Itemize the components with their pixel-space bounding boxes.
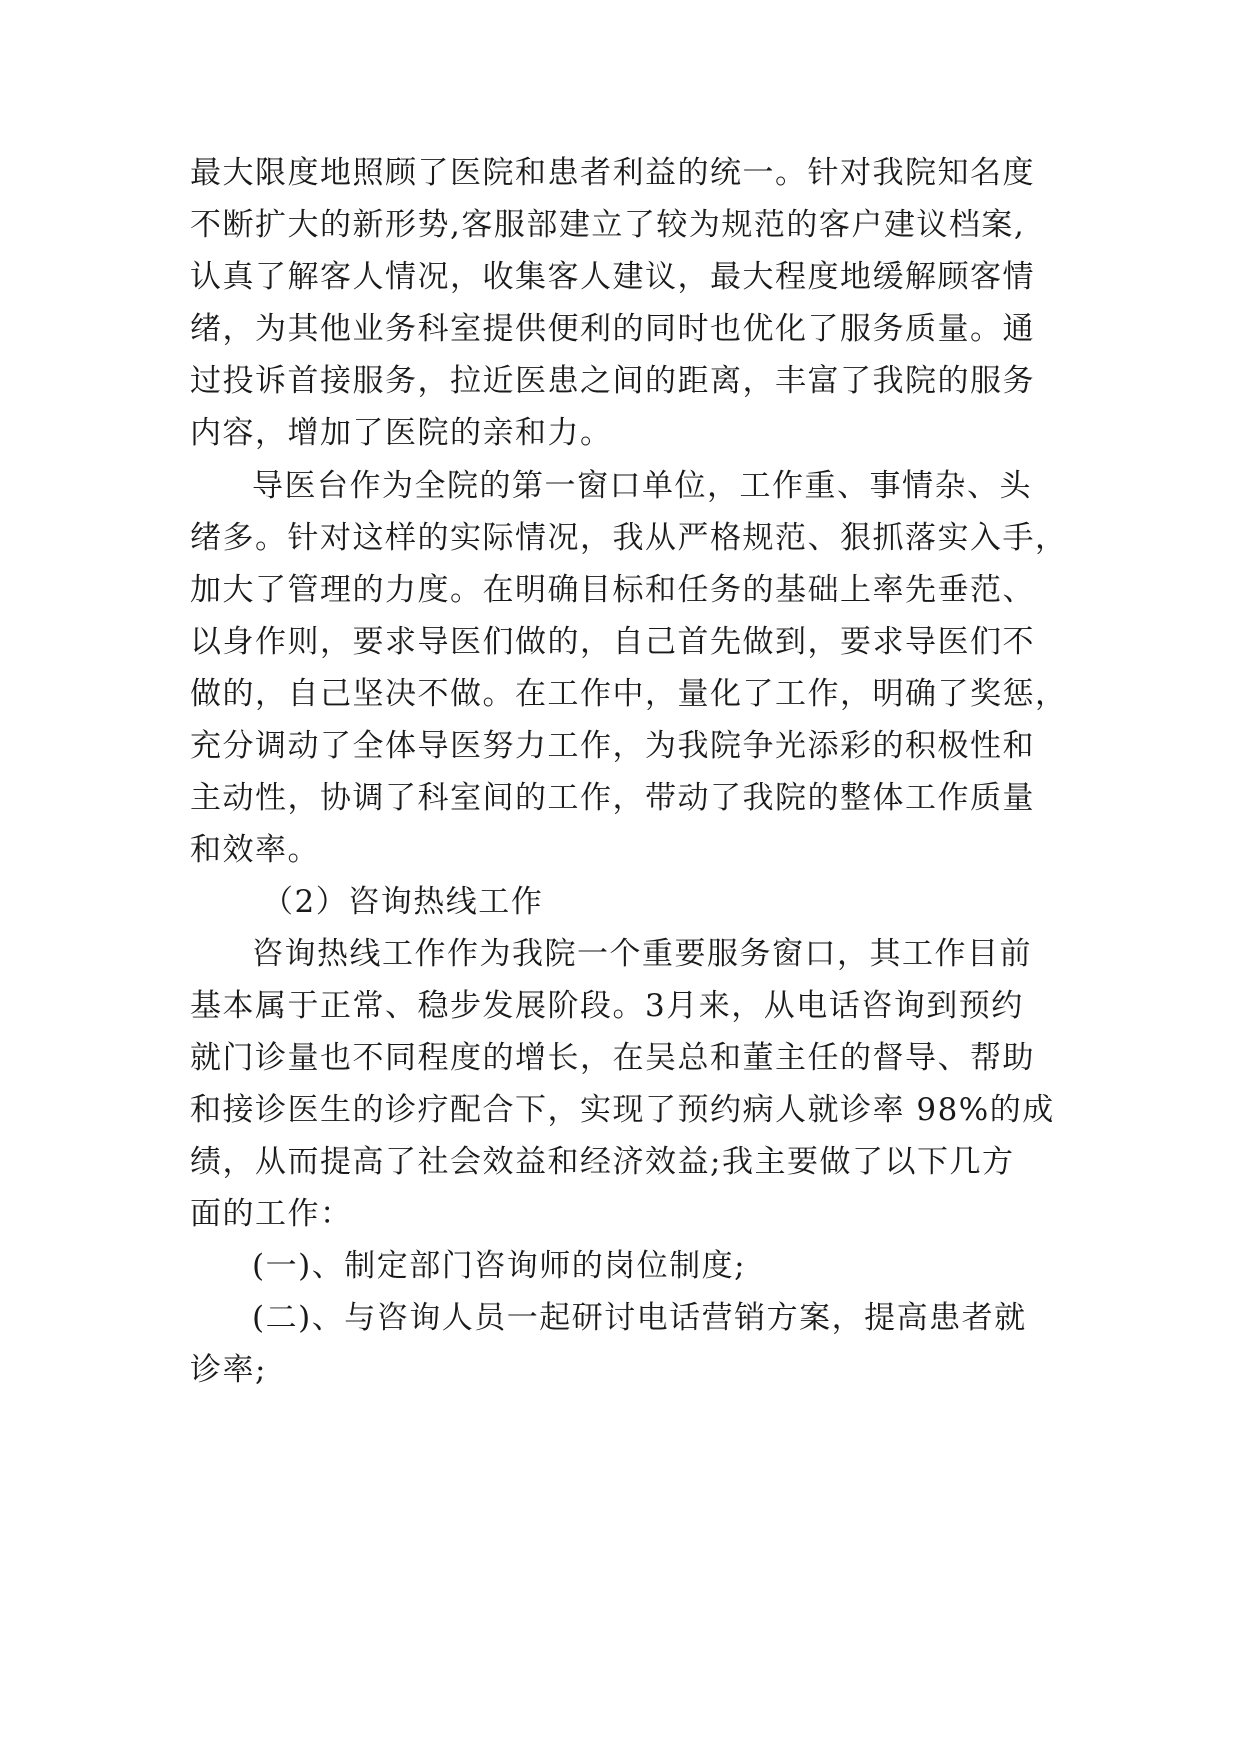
- paragraph-line: 最大限度地照顾了医院和患者利益的统一。针对我院知名度: [190, 155, 1035, 191]
- paragraph-line: 基本属于正常、稳步发展阶段。3月来，从电话咨询到预约: [190, 988, 1024, 1024]
- paragraph-line: 导医台作为全院的第一窗口单位，工作重、事情杂、头: [252, 468, 1032, 504]
- paragraph-line: 做的，自己坚决不做。在工作中，量化了工作，明确了奖惩，: [190, 676, 1068, 712]
- paragraph-line: 过投诉首接服务，拉近医患之间的距离，丰富了我院的服务: [190, 363, 1035, 399]
- paragraph-line: 绩，从而提高了社会效益和经济效益;我主要做了以下几方: [190, 1144, 1015, 1180]
- list-item-continuation: 诊率;: [190, 1352, 267, 1388]
- paragraph-line: 以身作则，要求导医们做的，自己首先做到，要求导医们不: [190, 624, 1035, 660]
- paragraph-line: 面的工作：: [190, 1196, 353, 1232]
- paragraph-line: 加大了管理的力度。在明确目标和任务的基础上率先垂范、: [190, 572, 1035, 608]
- paragraph-line: 不断扩大的新形势,客服部建立了较为规范的客户建议档案,: [190, 207, 1026, 243]
- section-heading: （2）咨询热线工作: [262, 884, 544, 920]
- paragraph-line: 咨询热线工作作为我院一个重要服务窗口，其工作目前: [252, 936, 1032, 972]
- paragraph-line: 绪，为其他业务科室提供便利的同时也优化了服务质量。通: [190, 311, 1035, 347]
- paragraph-line: 充分调动了全体导医努力工作，为我院争光添彩的积极性和: [190, 728, 1035, 764]
- paragraph-line: 内容，增加了医院的亲和力。: [190, 415, 613, 451]
- paragraph-line: 绪多。针对这样的实际情况，我从严格规范、狠抓落实入手，: [190, 520, 1068, 556]
- paragraph-line: 和接诊医生的诊疗配合下，实现了预约病人就诊率 98%的成: [190, 1092, 1055, 1128]
- paragraph-line: 主动性，协调了科室间的工作，带动了我院的整体工作质量: [190, 780, 1035, 816]
- paragraph-line: 和效率。: [190, 832, 320, 868]
- list-item: (二)、与咨询人员一起研讨电话营销方案，提高患者就: [252, 1300, 1027, 1336]
- list-item: (一)、制定部门咨询师的岗位制度;: [252, 1248, 747, 1284]
- paragraph-line: 认真了解客人情况，收集客人建议，最大程度地缓解顾客情: [190, 259, 1035, 295]
- paragraph-line: 就门诊量也不同程度的增长，在吴总和董主任的督导、帮助: [190, 1040, 1035, 1076]
